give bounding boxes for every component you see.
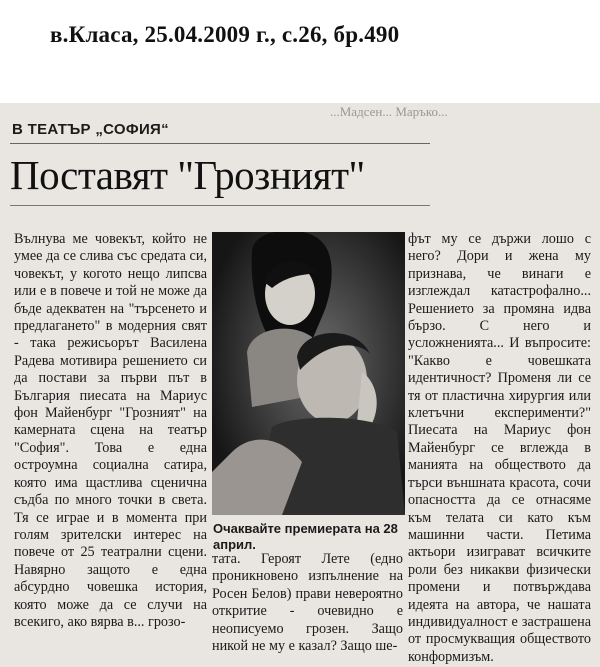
article-column-1 bbox=[14, 231, 207, 631]
column-2-text: тата. Героят Лете (едно проникновено изпълнение на Росен Белов) прави невероятно откритие - очевидно е неописуемо грозен. Защо никой не му е казал? Защо ше- bbox=[212, 551, 403, 655]
article-photo bbox=[212, 232, 405, 515]
photo-caption: Очаквайте премиерата на 28 април. bbox=[213, 521, 398, 552]
column-1-text: Вълнува ме човекът, който не умее да се слива със средата си, човекът, у когото нещо липсва или е в повече и той не може да бъде адекватен на "търсенето и предлагането" в модерния свят - така режисьорът Василена Радева мотивира решението си да постави за първи път в България пиесата на Мариус фон Майенбург "Грозният" на камерната сцена на театър "София". Това е една остроумна социална сатира, която има щастлива сценична съдба по много точки в света. Тя се играе и в момента при голям зрителски интерес на повече от 25 театрални сцени. Навярно защото е една абсурдно човешка история, която може да се случи на всекиго, ако вярва в... грозо- bbox=[14, 231, 207, 630]
article-column-3 bbox=[408, 231, 591, 666]
column-3-text: фът му се държи лошо с него? Дори и жена му признава, че винаги е изглеждал катастрофално... Решението за промяна идва бързо. С него и усложненията... И въпросите: "Какво е човешката идентичност? Променя ли се тя от пластична хирургия или клетъчни експерименти?" Пиесата на Мариус фон Майенбург се вглежда в манията на обществото да търси външната красота, сочи опасността да се отнасяме към телата си като към машинни части. Петима актьори изиграват всичките роли без никакви физически промени и потвърждава идеята на автора, че нашата индивидуалност е застрашена от просмукващия обществото конформизъм. bbox=[408, 231, 591, 665]
headline-divider bbox=[10, 205, 430, 206]
headline: Поставят "Грозният" bbox=[10, 152, 365, 198]
photo-actors-image bbox=[212, 232, 405, 515]
adjacent-article-bleed: ...Мадсен... Маръко... bbox=[330, 104, 448, 119]
section-label: В ТЕАТЪР „СОФИЯ“ bbox=[12, 121, 169, 138]
article-column-2 bbox=[212, 551, 403, 655]
source-citation: в.Класа, 25.04.2009 г., с.26, бр.490 bbox=[50, 22, 400, 47]
newspaper-clipping bbox=[0, 103, 600, 667]
section-divider bbox=[10, 143, 430, 144]
